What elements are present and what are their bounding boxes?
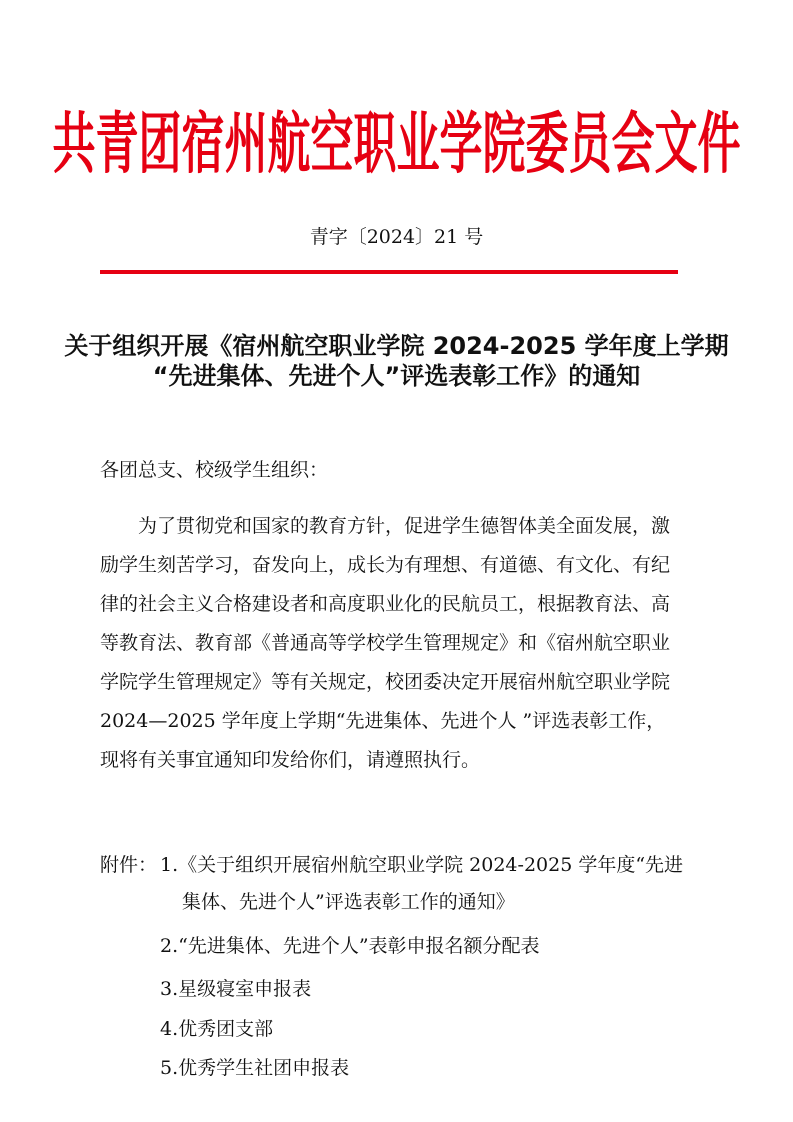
body-line: 等教育法、教育部《普通高等学校学生管理规定》和《宿州航空职业	[100, 632, 671, 654]
body-line: 学院学生管理规定》等有关规定，校团委决定开展宿州航空职业学院	[100, 671, 671, 693]
attachment-item-4: 4.优秀团支部	[160, 1018, 274, 1040]
attachment-item-1-continued: 集体、先进个人”评选表彰工作的通知》	[182, 891, 515, 913]
attachment-item-5: 5.优秀学生社团申报表	[160, 1057, 350, 1079]
red-divider-line	[100, 270, 678, 274]
attachment-item-3: 3.星级寝室申报表	[160, 978, 312, 1000]
attachments-label: 附件：	[100, 854, 158, 876]
attachment-item-2: 2.“先进集体、先进个人”表彰申报名额分配表	[160, 935, 540, 957]
notice-title-line-1: 关于组织开展《宿州航空职业学院 2024-2025 学年度上学期	[64, 332, 729, 360]
attachment-item-1: 1.《关于组织开展宿州航空职业学院 2024-2025 学年度“先进	[160, 854, 684, 876]
salutation: 各团总支、校级学生组织：	[100, 459, 329, 481]
body-line: 为了贯彻党和国家的教育方针，促进学生德智体美全面发展，激	[138, 515, 671, 537]
body-line: 现将有关事宜通知印发给你们，请遵照执行。	[100, 749, 481, 771]
document-header-title: 共青团宿州航空职业学院委员会文件	[52, 105, 741, 184]
document-number: 青字〔2024〕21 号	[309, 226, 484, 248]
notice-title-line-2: “先进集体、先进个人”评选表彰工作》的通知	[152, 362, 641, 390]
body-paragraph	[100, 507, 700, 780]
body-line: 律的社会主义合格建设者和高度职业化的民航员工，根据教育法、高	[100, 593, 671, 615]
body-line: 励学生刻苦学习，奋发向上，成长为有理想、有道德、有文化、有纪	[100, 554, 671, 576]
body-line: 2024—2025 学年度上学期“先进集体、先进个人 ”评选表彰工作，	[100, 710, 666, 732]
